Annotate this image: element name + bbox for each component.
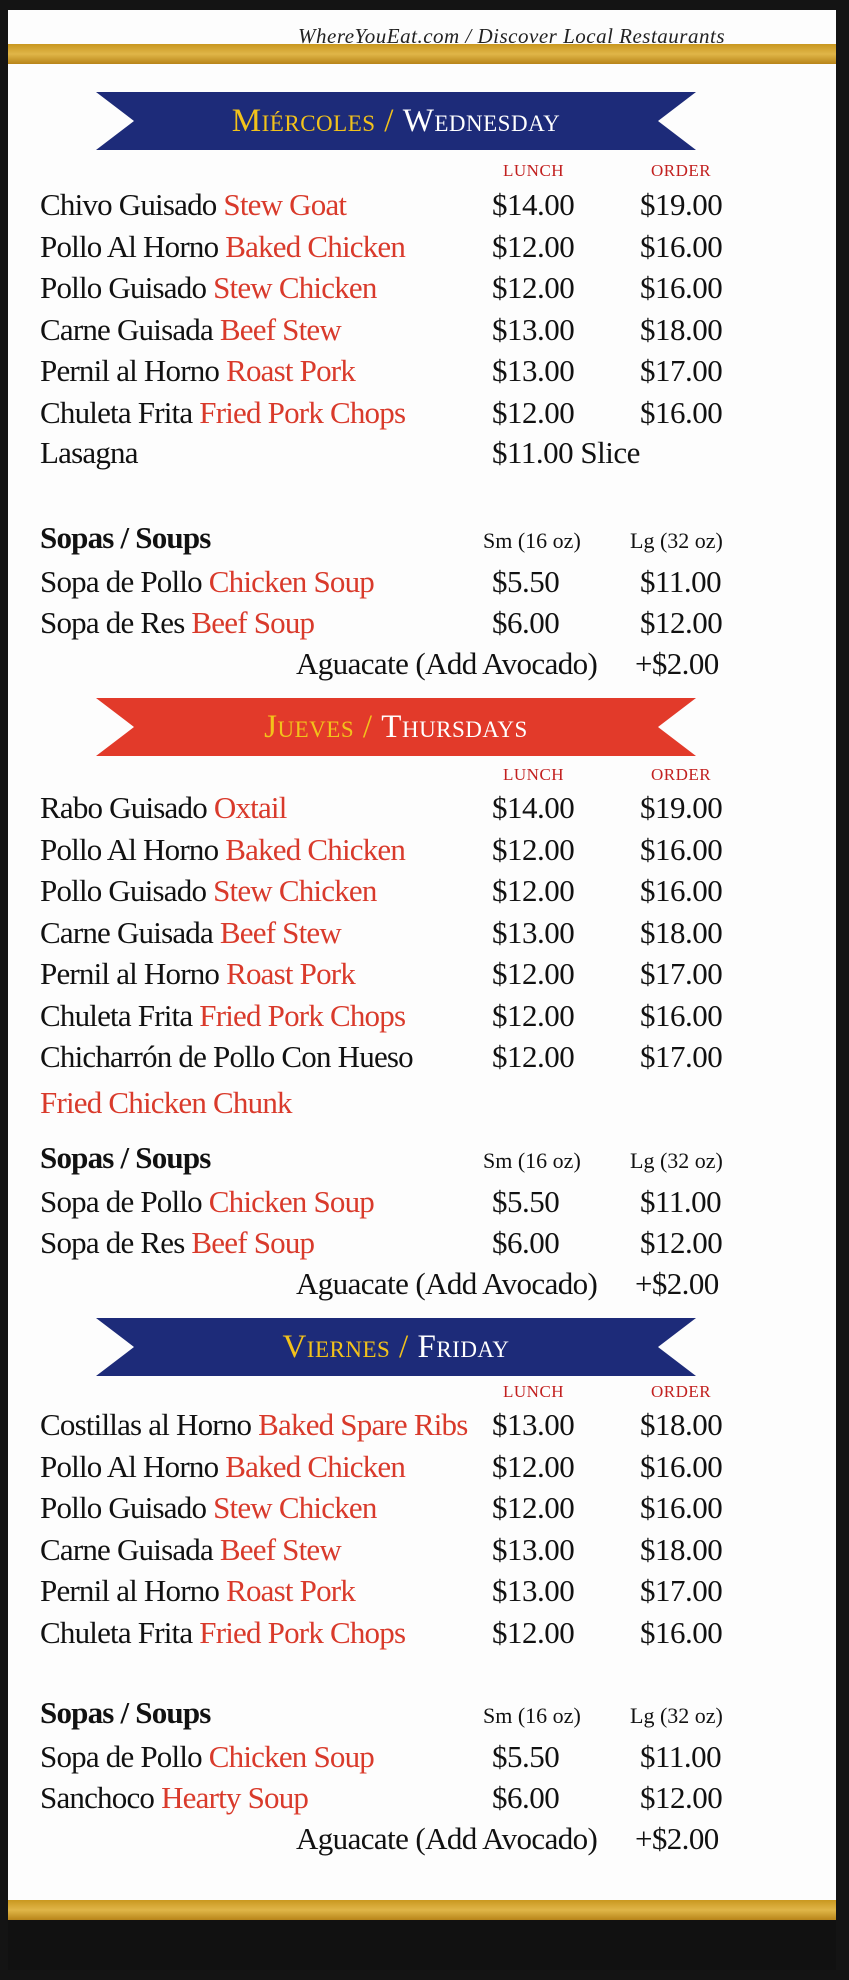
lunch-price: $12.00 (492, 1448, 575, 1484)
order-price: $16.00 (640, 394, 723, 430)
fried-chicken-chunk-label: Fried Chicken Chunk (40, 1085, 292, 1120)
order-price: $16.00 (640, 1490, 723, 1525)
item-name-en: Fried Pork Chops (199, 1614, 406, 1650)
order-price: $19.00 (640, 790, 723, 825)
item-name-es: Lasagna (40, 435, 138, 470)
lunch-price: $12.00 (492, 1039, 575, 1074)
sm-price: $5.50 (492, 1184, 560, 1219)
item-name-en: Chicken Soup (208, 1739, 374, 1774)
banner-title: Jueves / Thursdays (264, 709, 528, 745)
soups-heading: Sopas / Soups (40, 1695, 211, 1730)
banner-title-es: Miércoles (231, 103, 376, 139)
banner-thursday (96, 698, 696, 756)
item-name-en: Beef Soup (191, 605, 315, 640)
banner-title: Viernes / Friday (282, 1329, 510, 1365)
banner-title-en: Thursdays (381, 709, 528, 745)
item-name-es: Pollo Guisado (40, 1490, 207, 1525)
item-name-es: Sopa de Res (40, 605, 185, 640)
order-price: $16.00 (640, 831, 723, 867)
lg-price: $12.00 (640, 1780, 723, 1815)
order-price: $16.00 (640, 873, 723, 908)
avocado-addon-label: Aguacate (Add Avocado) (296, 646, 598, 681)
bottom-black-band (8, 1920, 836, 1970)
sm-price: $6.00 (492, 1225, 560, 1260)
item-name-es: Costillas al Horno (40, 1407, 252, 1442)
soup-size-large: Lg (32 oz) (630, 1148, 723, 1173)
item-name-en: Fried Pork Chops (199, 394, 406, 430)
lunch-price: $12.00 (492, 831, 575, 867)
item-name-en: Beef Stew (219, 1531, 341, 1567)
item-name-en: Beef Stew (219, 914, 341, 950)
lunch-price: $13.00 (492, 353, 575, 388)
order-price: $17.00 (640, 956, 723, 991)
order-price: $18.00 (640, 1531, 723, 1567)
sm-price: $5.50 (492, 564, 560, 599)
lasagna-price: $11.00 Slice (492, 435, 640, 470)
item-name-es: Carne Guisada (40, 311, 213, 347)
item-name-es: Chuleta Frita (40, 394, 193, 430)
lunch-price: $13.00 (492, 1531, 575, 1567)
item-name-en: Beef Stew (219, 311, 341, 347)
order-price: $16.00 (640, 997, 723, 1033)
order-price: $16.00 (640, 270, 723, 305)
item-name-es: Chicharrón de Pollo Con Hueso (40, 1039, 413, 1074)
lg-price: $11.00 (640, 564, 722, 599)
item-name-es: Sopa de Res (40, 1225, 185, 1260)
order-price: $18.00 (640, 914, 723, 950)
avocado-addon-price: +$2.00 (635, 1821, 719, 1856)
soup-size-small: Sm (16 oz) (483, 1148, 581, 1173)
lg-price: $11.00 (640, 1739, 722, 1774)
order-price: $17.00 (640, 353, 723, 388)
banner-title: Miércoles / Wednesday (231, 103, 561, 139)
column-header-lunch: LUNCH (503, 765, 565, 784)
soup-size-large: Lg (32 oz) (630, 528, 723, 553)
lunch-price: $12.00 (492, 1490, 575, 1525)
item-name-es: Pollo Al Horno (40, 1448, 219, 1484)
order-price: $18.00 (640, 311, 723, 347)
lunch-price: $14.00 (492, 790, 575, 825)
item-name-es: Chuleta Frita (40, 997, 193, 1033)
order-price: $16.00 (640, 228, 723, 264)
banner-title-es: Viernes (282, 1329, 391, 1365)
avocado-addon-price: +$2.00 (635, 1266, 719, 1301)
item-name-es: Pollo Al Horno (40, 228, 219, 264)
soups-heading: Sopas / Soups (40, 520, 211, 555)
banner-title-en: Wednesday (402, 103, 561, 139)
item-name-en: Chicken Soup (208, 1184, 374, 1219)
column-header-lunch: LUNCH (503, 1382, 565, 1401)
column-header-lunch: LUNCH (503, 161, 565, 180)
menu-item-lasagna (40, 435, 800, 475)
order-price: $17.00 (640, 1039, 723, 1074)
item-name-es: Pernil al Horno (40, 1573, 220, 1608)
banner-wednesday (96, 92, 696, 150)
column-header-order: ORDER (651, 765, 712, 784)
banner-title-en: Friday (417, 1329, 510, 1365)
avocado-addon-price: +$2.00 (635, 646, 719, 681)
item-name-es: Pollo Guisado (40, 873, 207, 908)
lunch-price: $12.00 (492, 956, 575, 991)
item-name-es: Sopa de Pollo (40, 1739, 202, 1774)
lunch-price: $13.00 (492, 311, 575, 347)
sm-price: $6.00 (492, 1780, 560, 1815)
item-name-en: Roast Pork (226, 956, 356, 991)
lunch-price: $13.00 (492, 914, 575, 950)
item-name-en: Stew Chicken (213, 270, 377, 305)
soup-size-large: Lg (32 oz) (630, 1703, 723, 1728)
column-header-order: ORDER (651, 1382, 712, 1401)
avocado-addon-label: Aguacate (Add Avocado) (296, 1266, 598, 1301)
order-price: $16.00 (640, 1614, 723, 1650)
item-name-es: Chivo Guisado (40, 187, 217, 222)
item-name-es: Rabo Guisado (40, 790, 207, 825)
item-name-en: Baked Chicken (225, 831, 406, 867)
item-name-es: Pernil al Horno (40, 353, 220, 388)
order-price: $16.00 (640, 1448, 723, 1484)
item-name-es: Pernil al Horno (40, 956, 220, 991)
item-name-es: Sopa de Pollo (40, 1184, 202, 1219)
lg-price: $11.00 (640, 1184, 722, 1219)
item-name-en: Roast Pork (226, 1573, 356, 1608)
soups-heading: Sopas / Soups (40, 1140, 211, 1175)
item-name-en: Roast Pork (226, 353, 356, 388)
item-name-en: Chicken Soup (208, 564, 374, 599)
lg-price: $12.00 (640, 1225, 723, 1260)
avocado-addon-label: Aguacate (Add Avocado) (296, 1821, 598, 1856)
item-name-es: Pollo Guisado (40, 270, 207, 305)
item-name-es: Carne Guisada (40, 1531, 213, 1567)
lunch-price: $12.00 (492, 394, 575, 430)
item-name-en: Fried Pork Chops (199, 997, 406, 1033)
item-name-es: Sopa de Pollo (40, 564, 202, 599)
item-name-es: Pollo Al Horno (40, 831, 219, 867)
lunch-price: $12.00 (492, 873, 575, 908)
menu-page (8, 10, 836, 1970)
lunch-price: $14.00 (492, 187, 575, 222)
lunch-price: $12.00 (492, 228, 575, 264)
item-name-en: Baked Chicken (225, 1448, 406, 1484)
item-name-en: Baked Spare Ribs (258, 1407, 468, 1442)
banner-friday (96, 1318, 696, 1376)
lunch-price: $12.00 (492, 997, 575, 1033)
item-name-es: Sanchoco (40, 1780, 155, 1815)
item-name-en: Hearty Soup (161, 1780, 309, 1815)
lunch-price: $13.00 (492, 1573, 575, 1608)
item-name-es: Chuleta Frita (40, 1614, 193, 1650)
banner-title-es: Jueves (264, 709, 355, 745)
item-name-en: Stew Goat (223, 187, 347, 222)
order-price: $17.00 (640, 1573, 723, 1608)
soup-size-small: Sm (16 oz) (483, 1703, 581, 1728)
sm-price: $6.00 (492, 605, 560, 640)
order-price: $19.00 (640, 187, 723, 222)
lunch-price: $12.00 (492, 270, 575, 305)
lg-price: $12.00 (640, 605, 723, 640)
watermark-text: WhereYouEat.com / Discover Local Restaurants (298, 24, 725, 48)
sm-price: $5.50 (492, 1739, 560, 1774)
item-name-en: Beef Soup (191, 1225, 315, 1260)
soup-size-small: Sm (16 oz) (483, 528, 581, 553)
column-header-order: ORDER (651, 161, 712, 180)
lunch-price: $12.00 (492, 1614, 575, 1650)
item-name-en: Oxtail (213, 790, 287, 825)
item-name-en: Stew Chicken (213, 1490, 377, 1525)
item-name-es: Carne Guisada (40, 914, 213, 950)
item-name-en: Stew Chicken (213, 873, 377, 908)
item-name-en: Baked Chicken (225, 228, 406, 264)
lunch-price: $13.00 (492, 1407, 575, 1442)
order-price: $18.00 (640, 1407, 723, 1442)
bottom-gold-stripe (8, 1900, 836, 1920)
